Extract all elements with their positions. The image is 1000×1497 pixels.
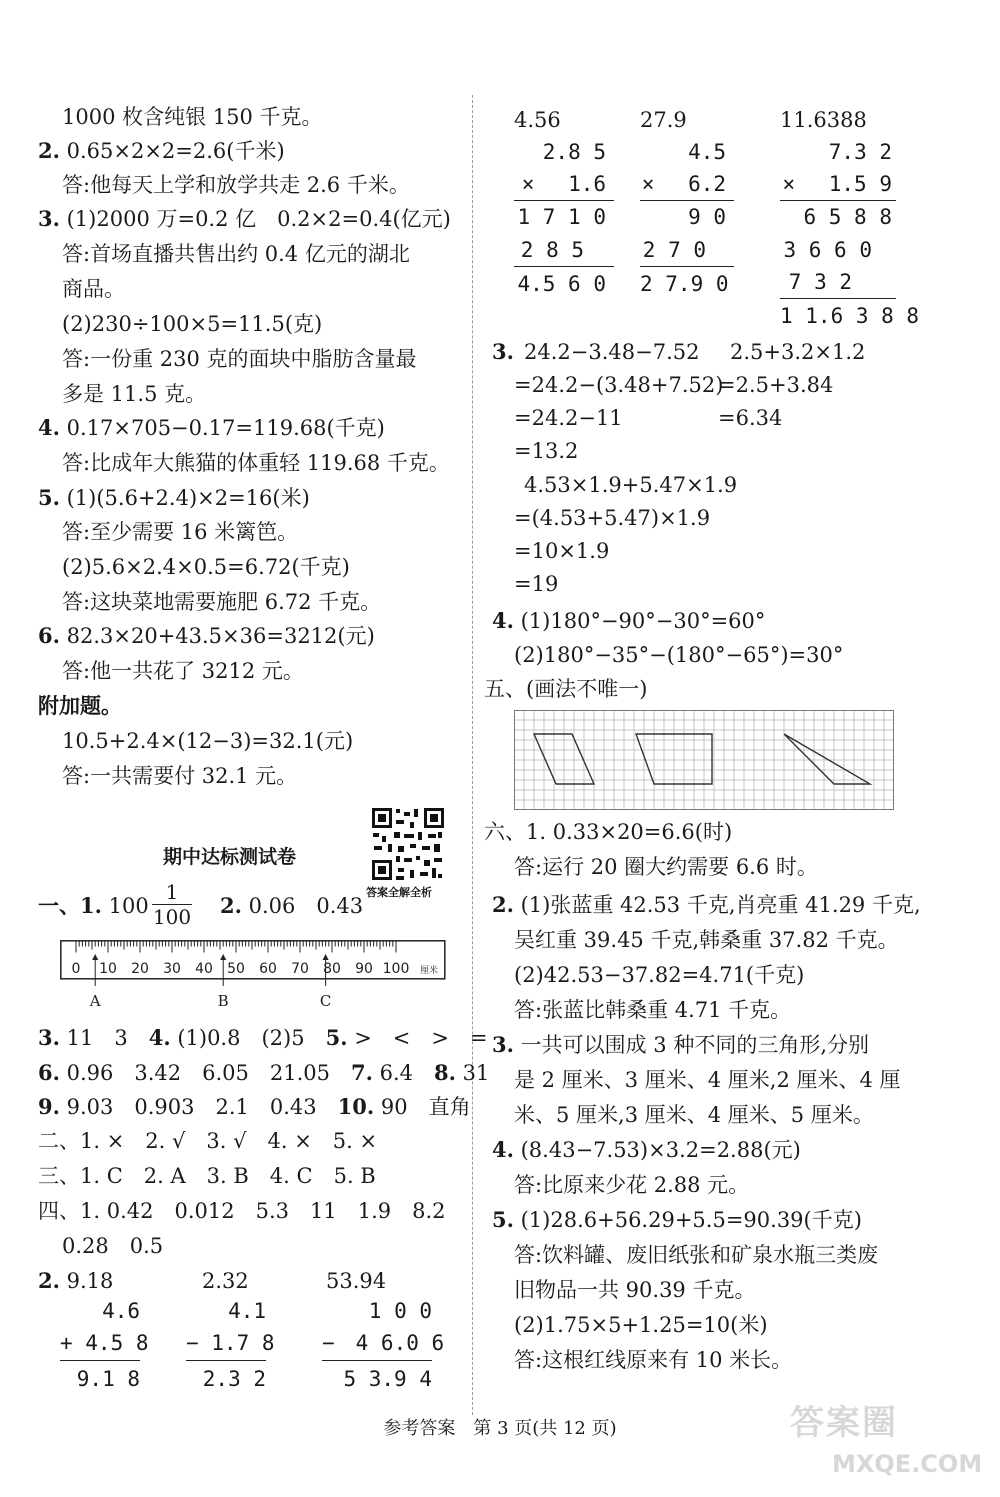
question-3: 3. (1)2000 万=0.2 亿 0.2×2=0.4(亿元) xyxy=(38,206,451,231)
ruler-label: 90 xyxy=(355,961,373,977)
ruler-label: 40 xyxy=(195,961,213,977)
qr-code-icon xyxy=(370,806,446,882)
answer-line: 答:这块菜地需要施肥 6.72 千克。 xyxy=(62,590,382,614)
vertical-calc-line: 4.6 xyxy=(102,1299,140,1323)
calc-rule xyxy=(640,266,734,267)
vertical-calc-line: 2 8 5 xyxy=(520,238,584,262)
vertical-calc-line: 3 6 6 0 xyxy=(783,238,872,262)
section-1-line4: 6. 0.96 3.42 6.05 21.05 7. 6.4 8. 31 xyxy=(38,1060,490,1085)
section-4-line1: 四、1. 0.42 0.012 5.3 11 1.9 8.2 xyxy=(38,1199,446,1223)
ruler-label: 70 xyxy=(291,961,309,977)
answer-line: 答:一共需要付 32.1 元。 xyxy=(62,764,298,788)
ruler-unit: 厘米 xyxy=(420,966,439,976)
answer-line: 答:他一共花了 3212 元。 xyxy=(62,659,304,683)
section-6-q4: 4. (8.43−7.53)×3.2=2.88(元) xyxy=(492,1137,801,1162)
answer-line: 多是 11.5 克。 xyxy=(62,382,207,406)
section-6-q3: 3. 一共可以围成 3 种不同的三角形,分别 xyxy=(492,1032,869,1057)
section-6-q1: 六、1. 0.33×20=6.6(时) xyxy=(484,820,733,844)
section-6-q5: 5. (1)28.6+56.29+5.5=90.39(千克) xyxy=(492,1207,862,1232)
watermark-url: MXQE.COM xyxy=(832,1450,983,1478)
answer-line: 答:至少需要 16 米篱笆。 xyxy=(62,520,299,544)
vertical-calc-line: 2 7 0 xyxy=(642,238,706,262)
question-num: 3. xyxy=(492,339,514,364)
ruler-diagram xyxy=(60,940,446,1020)
calc-line: (2)180°−35°−(180°−65°)=30° xyxy=(514,643,844,667)
vertical-calc-line: × 6.2 xyxy=(641,172,726,196)
ruler-label: 60 xyxy=(259,961,277,977)
question-6: 6. 82.3×20+43.5×36=3212(元) xyxy=(38,623,375,648)
vertical-calc-line: 5 3.9 4 xyxy=(343,1367,432,1391)
calc-rule xyxy=(780,298,896,299)
vertical-calc-line: + 4.5 8 xyxy=(60,1331,149,1355)
vertical-calc-line: 1 0 0 xyxy=(368,1299,432,1323)
ruler-label: 10 xyxy=(99,961,117,977)
answer-line: 旧物品一共 90.39 千克。 xyxy=(514,1278,756,1302)
vertical-calc-line: 1 7 1 0 xyxy=(517,205,606,229)
section-1-q2: 2. 0.06 0.43 xyxy=(220,893,364,918)
answer-line: 答:运行 20 圈大约需要 6.6 时。 xyxy=(514,855,818,879)
calc-line: 4.53×1.9+5.47×1.9 xyxy=(524,473,738,497)
vertical-calc-line: − 1.7 8 xyxy=(186,1331,275,1355)
calc-line: =13.2 xyxy=(514,439,579,463)
text-line: 10.5+2.4×(12−3)=32.1(元) xyxy=(62,729,354,753)
vertical-calc-line: 9 0 xyxy=(688,205,726,229)
question-5: 5. (1)(5.6+2.4)×2=16(米) xyxy=(38,485,310,510)
answer-line: 答:张蓝比韩桑重 4.71 千克。 xyxy=(514,998,792,1022)
vertical-calc-line: 6 5 8 8 xyxy=(803,205,892,229)
ruler-mark-label: B xyxy=(217,992,229,1010)
answer-line: 答:比原来少花 2.88 元。 xyxy=(514,1173,750,1197)
question-4: 4. 0.17×705−0.17=119.68(千克) xyxy=(38,415,385,440)
watermark-logo: 答案圈 xyxy=(790,1403,898,1443)
answer-line: 答:一份重 230 克的面块中脂肪含量最 xyxy=(62,347,417,371)
calc-line: =6.34 xyxy=(718,406,783,430)
result-c: 11.6388 xyxy=(780,108,867,132)
text-line: 米、5 厘米,3 厘米、4 厘米、5 厘米。 xyxy=(514,1103,874,1127)
vertical-calc-line: 7.3 2 xyxy=(828,140,892,164)
triangle-shape xyxy=(784,734,870,784)
section-6-q2: 2. (1)张蓝重 42.53 千克,肖亮重 41.29 千克, xyxy=(492,892,921,917)
text-line: (2)5.6×2.4×0.5=6.72(千克) xyxy=(62,555,350,579)
section-4-q2-c: 53.94 xyxy=(326,1269,387,1293)
section-4-line2: 0.28 0.5 xyxy=(62,1234,164,1258)
ruler-mark-label: A xyxy=(89,992,101,1010)
vertical-calc-line: 4.5 6 0 xyxy=(517,272,606,296)
calc-line: =10×1.9 xyxy=(514,539,610,563)
vertical-calc-line: 2 7.9 0 xyxy=(640,272,729,296)
vertical-calc-line: × 1.6 xyxy=(521,172,606,196)
calc-line: =19 xyxy=(514,572,559,596)
section-1-line3: 3. 11 3 4. (1)0.8 (2)5 5. > < > = xyxy=(38,1025,488,1050)
fraction-denominator: 100 xyxy=(152,905,192,929)
ruler-label: 80 xyxy=(323,961,341,977)
result-a: 4.56 xyxy=(514,108,561,132)
vertical-calc-line: 9.1 8 xyxy=(76,1367,140,1391)
ruler-label: 100 xyxy=(382,961,410,977)
section-title: 期中达标测试卷 xyxy=(163,846,297,868)
calc-rule xyxy=(640,200,734,201)
text-line: (2)42.53−37.82=4.71(千克) xyxy=(514,963,805,987)
ruler-label: 50 xyxy=(227,961,245,977)
section-5-title: 五、(画法不唯一) xyxy=(484,677,648,701)
ruler-label: 0 xyxy=(71,961,81,977)
calc-rule xyxy=(60,1360,140,1361)
vertical-calc-line: − 4 6.0 6 xyxy=(322,1331,445,1355)
vertical-calc-line: 4.1 xyxy=(228,1299,266,1323)
calc-rule xyxy=(780,200,896,201)
calc-rule xyxy=(514,266,614,267)
section-4-q2: 2. 9.18 xyxy=(38,1268,114,1293)
answer-line: 答:饮料罐、废旧纸张和矿泉水瓶三类废 xyxy=(514,1243,879,1267)
section-1-line1: 一、1. 100 xyxy=(38,893,149,918)
vertical-calc-line: 4.5 xyxy=(688,140,726,164)
section-3: 三、1. C 2. A 3. B 4. C 5. B xyxy=(38,1164,376,1188)
text-line: 吴红重 39.45 千克,韩桑重 37.82 千克。 xyxy=(514,928,899,952)
page-footer: 参考答案 第 3 页(共 12 页) xyxy=(383,1418,617,1439)
section-4-q2-b: 2.32 xyxy=(202,1269,249,1293)
fraction xyxy=(152,880,192,929)
text-line: (2)230÷100×5=11.5(克) xyxy=(62,312,323,336)
vertical-calc-line: 7 3 2 xyxy=(788,270,852,294)
result-b: 27.9 xyxy=(640,108,687,132)
calc-line: =2.5+3.84 xyxy=(718,373,834,397)
question-4: 4. (1)180°−90°−30°=60° xyxy=(492,608,766,633)
fraction-numerator: 1 xyxy=(165,880,179,904)
ruler-mark-label: C xyxy=(319,992,332,1010)
calc-rule xyxy=(514,200,614,201)
answer-line: 商品。 xyxy=(62,277,125,301)
answer-line: 答:首场直播共售出约 0.4 亿元的湖北 xyxy=(62,242,410,266)
ruler-label: 30 xyxy=(163,961,181,977)
calc-line: =24.2−(3.48+7.52) xyxy=(514,373,724,397)
section-2: 二、1. × 2. √ 3. √ 4. × 5. × xyxy=(38,1129,378,1153)
answer-line: 答:比成年大熊猫的体重轻 119.68 千克。 xyxy=(62,451,450,475)
ruler-label: 20 xyxy=(131,961,149,977)
vertical-calc-line: × 1.5 9 xyxy=(782,172,892,196)
calc-line: =24.2−11 xyxy=(514,406,623,430)
answer-line: 答:他每天上学和放学共走 2.6 千米。 xyxy=(62,173,410,197)
text-line: 是 2 厘米、3 厘米、4 厘米,2 厘米、4 厘 xyxy=(514,1068,901,1092)
calc-line: 24.2−3.48−7.52 xyxy=(524,340,700,364)
text-line: 1000 枚含纯银 150 千克。 xyxy=(62,105,323,129)
qr-caption: 答案全解全析 xyxy=(366,886,432,899)
text-line: (2)1.75×5+1.25=10(米) xyxy=(514,1313,768,1337)
vertical-calc-line: 2.3 2 xyxy=(202,1367,266,1391)
answer-line: 答:这根红线原来有 10 米长。 xyxy=(514,1348,793,1372)
vertical-calc-line: 1 1.6 3 8 8 xyxy=(780,304,920,328)
vertical-calc-line: 2.8 5 xyxy=(542,140,606,164)
calc-line: =(4.53+5.47)×1.9 xyxy=(514,506,711,530)
section-1-line5: 9. 9.03 0.903 2.1 0.43 10. 90 直角 xyxy=(38,1094,471,1119)
question-2: 2. 0.65×2×2=2.6(千米) xyxy=(38,138,285,163)
column-divider xyxy=(472,95,473,1415)
calc-rule xyxy=(186,1360,266,1361)
calc-rule xyxy=(322,1360,432,1361)
grid-drawing xyxy=(514,710,894,810)
calc-line: 2.5+3.2×1.2 xyxy=(730,340,866,364)
extra-title: 附加题。 xyxy=(38,693,122,718)
